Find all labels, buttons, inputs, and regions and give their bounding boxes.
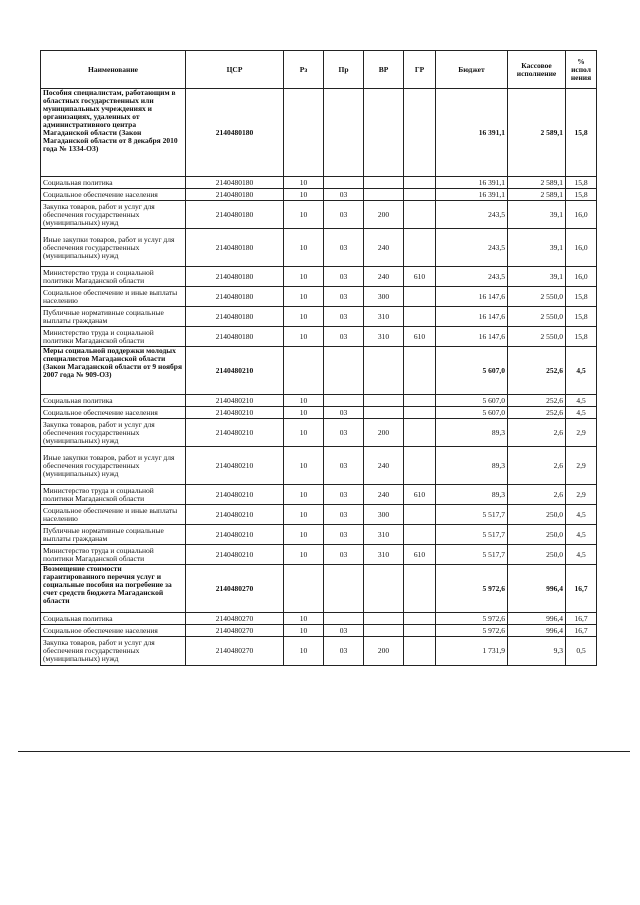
- cell-percent: 16,7: [566, 565, 597, 613]
- cell-pr: 03: [324, 201, 364, 229]
- cell-budget: 16 147,6: [436, 327, 508, 347]
- cell-rz: 10: [284, 201, 324, 229]
- cell-cash: 996,4: [508, 613, 566, 625]
- header-gr: ГР: [404, 51, 436, 89]
- cell-pr: 03: [324, 505, 364, 525]
- cell-cash: 996,4: [508, 565, 566, 613]
- cell-rz: 10: [284, 447, 324, 485]
- cell-budget: 89,3: [436, 485, 508, 505]
- cell-csr: 2140480180: [186, 307, 284, 327]
- cell-name: Социальная политика: [41, 613, 186, 625]
- table-row: [41, 525, 597, 545]
- cell-rz: 10: [284, 419, 324, 447]
- cell-percent: 15,8: [566, 189, 597, 201]
- cell-percent: 4,5: [566, 525, 597, 545]
- cell-vr: [364, 565, 404, 613]
- cell-rz: 10: [284, 327, 324, 347]
- cell-gr: [404, 89, 436, 177]
- cell-cash: 39,1: [508, 267, 566, 287]
- page-bottom-rule: [18, 751, 630, 752]
- cell-percent: 15,8: [566, 327, 597, 347]
- cell-name: Социальная политика: [41, 395, 186, 407]
- cell-name: Пособия специалистам, работающим в областных государственных или муниципальных учреждениях и организациях, удаленных от административного центра Магаданской области (Закон Магаданской области от 8 декабря 2010 года № 1334-ОЗ): [41, 89, 186, 177]
- cell-rz: 10: [284, 407, 324, 419]
- header-rz: Рз: [284, 51, 324, 89]
- cell-gr: [404, 287, 436, 307]
- table-row: [41, 307, 597, 327]
- header-csr: ЦСР: [186, 51, 284, 89]
- cell-vr: 310: [364, 307, 404, 327]
- cell-pr: 03: [324, 307, 364, 327]
- cell-name: Министерство труда и социальной политики Магаданской области: [41, 485, 186, 505]
- cell-gr: [404, 419, 436, 447]
- cell-gr: [404, 637, 436, 666]
- table-row: [41, 201, 597, 229]
- cell-csr: 2140480210: [186, 347, 284, 395]
- cell-rz: 10: [284, 395, 324, 407]
- cell-vr: [364, 613, 404, 625]
- cell-cash: 252,6: [508, 395, 566, 407]
- cell-csr: 2140480210: [186, 505, 284, 525]
- cell-pr: 03: [324, 447, 364, 485]
- cell-rz: [284, 565, 324, 613]
- cell-cash: 2 589,1: [508, 177, 566, 189]
- cell-cash: 2 550,0: [508, 287, 566, 307]
- cell-name: Социальная политика: [41, 177, 186, 189]
- cell-pr: [324, 89, 364, 177]
- cell-budget: 16 391,1: [436, 89, 508, 177]
- cell-gr: [404, 447, 436, 485]
- cell-rz: [284, 347, 324, 395]
- cell-pr: 03: [324, 267, 364, 287]
- header-budget: Бюджет: [436, 51, 508, 89]
- cell-csr: 2140480270: [186, 565, 284, 613]
- cell-pr: 03: [324, 625, 364, 637]
- cell-rz: 10: [284, 613, 324, 625]
- cell-rz: 10: [284, 545, 324, 565]
- cell-pr: 03: [324, 485, 364, 505]
- cell-name: Социальное обеспечение и иные выплаты населению: [41, 287, 186, 307]
- cell-name: Закупка товаров, работ и услуг для обеспечения государственных (муниципальных) нужд: [41, 637, 186, 666]
- cell-name: Министерство труда и социальной политики Магаданской области: [41, 545, 186, 565]
- cell-name: Иные закупки товаров, работ и услуг для обеспечения государственных (муниципальных) нужд: [41, 229, 186, 267]
- cell-rz: 10: [284, 229, 324, 267]
- cell-gr: [404, 407, 436, 419]
- cell-rz: 10: [284, 505, 324, 525]
- cell-percent: 16,7: [566, 613, 597, 625]
- cell-rz: 10: [284, 637, 324, 666]
- cell-vr: [364, 89, 404, 177]
- cell-percent: 15,8: [566, 287, 597, 307]
- header-vr: ВР: [364, 51, 404, 89]
- cell-pr: 03: [324, 419, 364, 447]
- cell-csr: 2140480180: [186, 189, 284, 201]
- cell-pr: [324, 565, 364, 613]
- cell-budget: 5 972,6: [436, 565, 508, 613]
- cell-name: Социальное обеспечение населения: [41, 407, 186, 419]
- table-row: [41, 505, 597, 525]
- cell-budget: 16 391,1: [436, 189, 508, 201]
- cell-vr: 300: [364, 505, 404, 525]
- cell-cash: 250,0: [508, 545, 566, 565]
- cell-cash: 996,4: [508, 625, 566, 637]
- cell-csr: 2140480180: [186, 267, 284, 287]
- table-row: [41, 613, 597, 625]
- cell-gr: [404, 613, 436, 625]
- cell-rz: 10: [284, 287, 324, 307]
- cell-csr: 2140480180: [186, 327, 284, 347]
- cell-vr: 300: [364, 287, 404, 307]
- cell-vr: 200: [364, 201, 404, 229]
- cell-pr: 03: [324, 327, 364, 347]
- cell-cash: 252,6: [508, 347, 566, 395]
- cell-gr: [404, 201, 436, 229]
- cell-csr: 2140480210: [186, 525, 284, 545]
- cell-percent: 4,5: [566, 505, 597, 525]
- header-cash-execution: Кассовое исполнение: [508, 51, 566, 89]
- cell-pr: 03: [324, 229, 364, 267]
- cell-rz: 10: [284, 625, 324, 637]
- budget-table: [40, 50, 597, 666]
- cell-cash: 2 550,0: [508, 327, 566, 347]
- cell-vr: 240: [364, 447, 404, 485]
- cell-csr: 2140480180: [186, 201, 284, 229]
- cell-name: Меры социальной поддержки молодых специалистов Магаданской области (Закон Магаданской области от 9 ноября 2007 года № 909-ОЗ): [41, 347, 186, 395]
- table-row: [41, 447, 597, 485]
- table-header-row: [41, 51, 597, 89]
- cell-pr: 03: [324, 407, 364, 419]
- cell-csr: 2140480270: [186, 613, 284, 625]
- cell-pr: 03: [324, 545, 364, 565]
- cell-name: Возмещение стоимости гарантированного перечня услуг и социальные пособия на погребение за счет средств бюджета Магаданской области: [41, 565, 186, 613]
- cell-gr: [404, 505, 436, 525]
- cell-percent: 15,8: [566, 89, 597, 177]
- cell-pr: [324, 613, 364, 625]
- cell-vr: [364, 625, 404, 637]
- cell-budget: 5 517,7: [436, 505, 508, 525]
- cell-budget: 5 607,0: [436, 407, 508, 419]
- table-row: [41, 89, 597, 177]
- cell-cash: 2 589,1: [508, 89, 566, 177]
- cell-vr: [364, 347, 404, 395]
- cell-budget: 5 972,6: [436, 613, 508, 625]
- cell-budget: 243,5: [436, 267, 508, 287]
- cell-percent: 16,0: [566, 229, 597, 267]
- cell-vr: 240: [364, 267, 404, 287]
- cell-gr: [404, 229, 436, 267]
- table-row: [41, 625, 597, 637]
- cell-pr: [324, 347, 364, 395]
- cell-gr: [404, 177, 436, 189]
- cell-rz: 10: [284, 307, 324, 327]
- cell-percent: 4,5: [566, 347, 597, 395]
- cell-percent: 2,9: [566, 447, 597, 485]
- cell-vr: 200: [364, 637, 404, 666]
- cell-vr: [364, 407, 404, 419]
- cell-pr: [324, 395, 364, 407]
- cell-cash: 250,0: [508, 505, 566, 525]
- cell-vr: 310: [364, 525, 404, 545]
- table-row: [41, 189, 597, 201]
- cell-budget: 16 391,1: [436, 177, 508, 189]
- cell-budget: 16 147,6: [436, 287, 508, 307]
- cell-percent: 2,9: [566, 419, 597, 447]
- cell-percent: 16,0: [566, 201, 597, 229]
- cell-pr: 03: [324, 189, 364, 201]
- cell-csr: 2140480270: [186, 637, 284, 666]
- cell-pr: 03: [324, 287, 364, 307]
- table-row: [41, 565, 597, 613]
- table-row: [41, 545, 597, 565]
- cell-name: Министерство труда и социальной политики Магаданской области: [41, 267, 186, 287]
- cell-rz: 10: [284, 177, 324, 189]
- cell-cash: 39,1: [508, 229, 566, 267]
- cell-cash: 2,6: [508, 485, 566, 505]
- cell-name: Закупка товаров, работ и услуг для обеспечения государственных (муниципальных) нужд: [41, 419, 186, 447]
- cell-percent: 4,5: [566, 395, 597, 407]
- header-percent-execution: % испол нения: [566, 51, 597, 89]
- cell-budget: 243,5: [436, 201, 508, 229]
- cell-budget: 5 972,6: [436, 625, 508, 637]
- cell-gr: 610: [404, 545, 436, 565]
- table-row: [41, 327, 597, 347]
- cell-vr: 240: [364, 229, 404, 267]
- header-pr: Пр: [324, 51, 364, 89]
- cell-budget: 16 147,6: [436, 307, 508, 327]
- cell-csr: 2140480180: [186, 229, 284, 267]
- cell-name: Социальное обеспечение и иные выплаты населению: [41, 505, 186, 525]
- cell-rz: 10: [284, 189, 324, 201]
- table-row: [41, 287, 597, 307]
- cell-gr: [404, 347, 436, 395]
- cell-percent: 15,8: [566, 177, 597, 189]
- cell-percent: 4,5: [566, 545, 597, 565]
- cell-rz: 10: [284, 525, 324, 545]
- table-row: [41, 485, 597, 505]
- cell-csr: 2140480210: [186, 407, 284, 419]
- cell-vr: [364, 177, 404, 189]
- cell-gr: [404, 565, 436, 613]
- table-row: [41, 395, 597, 407]
- cell-cash: 2 589,1: [508, 189, 566, 201]
- cell-rz: [284, 89, 324, 177]
- cell-vr: 310: [364, 545, 404, 565]
- cell-budget: 5 517,7: [436, 545, 508, 565]
- cell-percent: 15,8: [566, 307, 597, 327]
- cell-budget: 1 731,9: [436, 637, 508, 666]
- cell-gr: 610: [404, 267, 436, 287]
- cell-gr: [404, 525, 436, 545]
- cell-budget: 243,5: [436, 229, 508, 267]
- cell-pr: [324, 177, 364, 189]
- cell-csr: 2140480210: [186, 485, 284, 505]
- cell-budget: 5 607,0: [436, 395, 508, 407]
- cell-gr: [404, 189, 436, 201]
- cell-percent: 16,7: [566, 625, 597, 637]
- cell-csr: 2140480180: [186, 287, 284, 307]
- cell-gr: 610: [404, 485, 436, 505]
- table-row: [41, 419, 597, 447]
- cell-cash: 2,6: [508, 447, 566, 485]
- cell-gr: [404, 625, 436, 637]
- table-row: [41, 347, 597, 395]
- header-name: Наименование: [41, 51, 186, 89]
- table-row: [41, 267, 597, 287]
- table-body: [41, 89, 597, 666]
- cell-csr: 2140480210: [186, 395, 284, 407]
- cell-budget: 5 517,7: [436, 525, 508, 545]
- cell-percent: 0,5: [566, 637, 597, 666]
- cell-name: Социальное обеспечение населения: [41, 189, 186, 201]
- cell-vr: 240: [364, 485, 404, 505]
- cell-name: Публичные нормативные социальные выплаты гражданам: [41, 525, 186, 545]
- cell-csr: 2140480210: [186, 545, 284, 565]
- cell-budget: 5 607,0: [436, 347, 508, 395]
- cell-vr: [364, 395, 404, 407]
- cell-pr: 03: [324, 525, 364, 545]
- cell-cash: 2,6: [508, 419, 566, 447]
- cell-csr: 2140480210: [186, 419, 284, 447]
- cell-csr: 2140480180: [186, 177, 284, 189]
- cell-cash: 252,6: [508, 407, 566, 419]
- cell-vr: 200: [364, 419, 404, 447]
- cell-gr: [404, 307, 436, 327]
- cell-cash: 39,1: [508, 201, 566, 229]
- cell-pr: 03: [324, 637, 364, 666]
- cell-csr: 2140480180: [186, 89, 284, 177]
- cell-budget: 89,3: [436, 447, 508, 485]
- cell-cash: 9,3: [508, 637, 566, 666]
- cell-gr: [404, 395, 436, 407]
- cell-cash: 2 550,0: [508, 307, 566, 327]
- cell-vr: [364, 189, 404, 201]
- cell-vr: 310: [364, 327, 404, 347]
- cell-gr: 610: [404, 327, 436, 347]
- cell-name: Социальное обеспечение населения: [41, 625, 186, 637]
- table-row: [41, 229, 597, 267]
- table-row: [41, 407, 597, 419]
- table-row: [41, 637, 597, 666]
- cell-percent: 4,5: [566, 407, 597, 419]
- cell-cash: 250,0: [508, 525, 566, 545]
- cell-name: Иные закупки товаров, работ и услуг для обеспечения государственных (муниципальных) нужд: [41, 447, 186, 485]
- cell-csr: 2140480210: [186, 447, 284, 485]
- cell-name: Закупка товаров, работ и услуг для обеспечения государственных (муниципальных) нужд: [41, 201, 186, 229]
- cell-csr: 2140480270: [186, 625, 284, 637]
- cell-budget: 89,3: [436, 419, 508, 447]
- cell-name: Министерство труда и социальной политики Магаданской области: [41, 327, 186, 347]
- cell-percent: 2,9: [566, 485, 597, 505]
- cell-percent: 16,0: [566, 267, 597, 287]
- cell-name: Публичные нормативные социальные выплаты гражданам: [41, 307, 186, 327]
- cell-rz: 10: [284, 485, 324, 505]
- cell-rz: 10: [284, 267, 324, 287]
- table-row: [41, 177, 597, 189]
